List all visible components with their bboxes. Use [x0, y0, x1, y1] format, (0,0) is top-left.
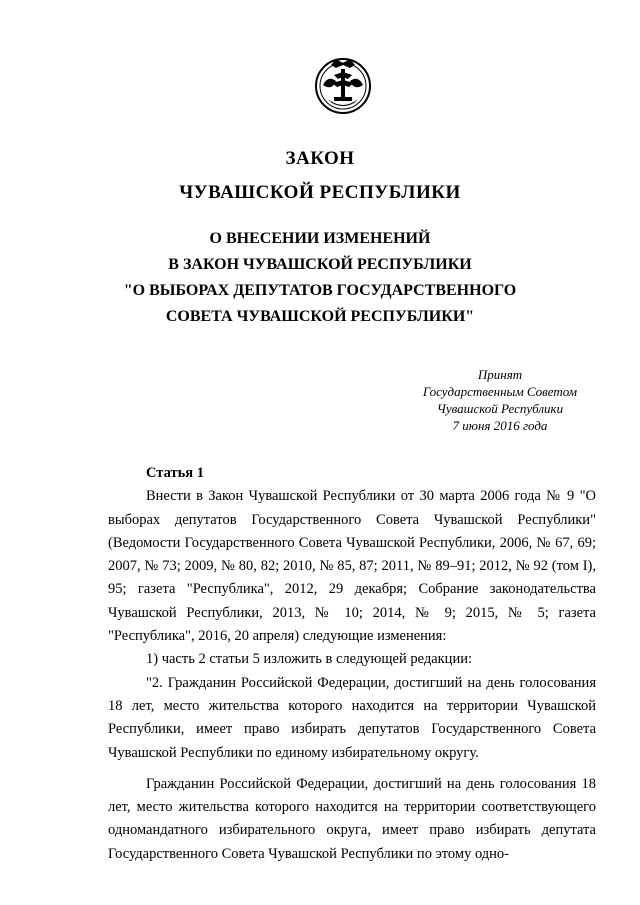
article-paragraph: Внести в Закон Чувашской Республики от 30 марта 2006 года № 9 "О выборах депутатов Государственного Совета Чувашской Республики" (Ведомости Государственного Совета Чувашской Республики, 2006, № 67, 69; 2007, № 73; 2009, № 80, 82; 2010, № 85, 87; 2011, № 89–91; 2012, № 92 (том I), 95; газета "Республика", 2012, 29 декабря; Собрание законодательства Чувашской Республики, 2013, № 10; 2014, № 9; 2015, № 5; газета "Республика", 2016, 20 апреля) следующие изменения:: [108, 488, 596, 645]
document-title-republic: ЧУВАШСКОЙ РЕСПУБЛИКИ: [179, 182, 461, 203]
article-paragraph: Гражданин Российской Федерации, достигший на день голосования 18 лет, место жительства которого находится на территории соответствующего одномандатного избирательного округа, имеет право избирать депутата Государственного Совета Чувашской Республики по этому одно-: [108, 775, 596, 862]
article-paragraph: 1) часть 2 статьи 5 изложить в следующей редакции:: [146, 651, 472, 668]
chuvash-emblem-icon: [314, 55, 372, 117]
adoption-date: 7 июня 2016 года: [452, 418, 548, 433]
article-heading: Статья 1: [146, 465, 204, 481]
adoption-line: Чувашской Республики: [436, 401, 564, 416]
subtitle-line: СОВЕТА ЧУВАШСКОЙ РЕСПУБЛИКИ": [165, 308, 475, 325]
adoption-line: Принят: [477, 367, 523, 382]
article-body: [108, 462, 596, 866]
subtitle-line: О ВНЕСЕНИИ ИЗМЕНЕНИЙ: [209, 230, 431, 247]
article-paragraph: "2. Гражданин Российской Федерации, достигший на день голосования 18 лет, место жительства которого находится на территории Чувашской Республики, имеет право избирать депутатов Государственного Совета Чувашской Республики по единому избирательному округу.: [108, 674, 596, 761]
adoption-note: [380, 366, 620, 434]
document-title: ЗАКОН: [285, 148, 355, 169]
document-subtitle: [0, 226, 640, 330]
adoption-line: Государственным Советом: [422, 384, 578, 399]
subtitle-line: В ЗАКОН ЧУВАШСКОЙ РЕСПУБЛИКИ: [168, 256, 472, 273]
subtitle-line: "О ВЫБОРАХ ДЕПУТАТОВ ГОСУДАРСТВЕННОГО: [123, 282, 517, 299]
